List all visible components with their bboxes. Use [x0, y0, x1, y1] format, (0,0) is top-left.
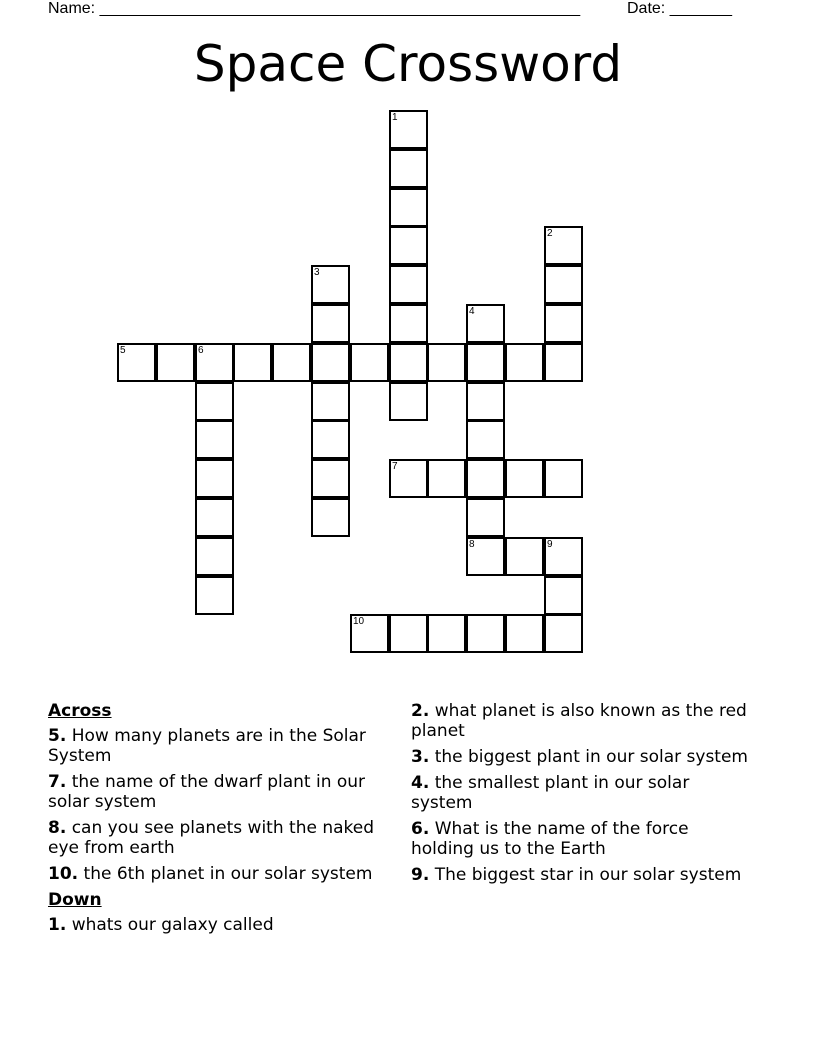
- crossword-cell[interactable]: [544, 343, 583, 382]
- clue-number: 4.: [411, 773, 430, 793]
- crossword-cell[interactable]: [466, 304, 505, 343]
- clue-number: 8.: [48, 818, 67, 838]
- cell-number: 8: [469, 539, 475, 550]
- crossword-cell[interactable]: [389, 614, 428, 653]
- down-clue: [48, 915, 398, 935]
- crossword-cell[interactable]: [195, 420, 234, 459]
- crossword-cell[interactable]: [350, 614, 389, 653]
- cell-number: 7: [392, 461, 398, 472]
- crossword-cell[interactable]: [544, 614, 583, 653]
- cell-number: 10: [353, 616, 365, 627]
- clue-number: 3.: [411, 747, 430, 767]
- down-clue: [411, 747, 751, 767]
- crossword-cell[interactable]: [466, 459, 505, 498]
- name-field-line[interactable]: Name: ______________________________________________________: [48, 0, 581, 17]
- cell-number: 6: [198, 345, 204, 356]
- crossword-cell[interactable]: [466, 614, 505, 653]
- across-heading: Across: [48, 701, 112, 721]
- crossword-cell[interactable]: [350, 343, 389, 382]
- crossword-cell[interactable]: [195, 382, 234, 421]
- crossword-cell[interactable]: [389, 226, 428, 265]
- crossword-cell[interactable]: [233, 343, 272, 382]
- crossword-cell[interactable]: [389, 304, 428, 343]
- across-clue: [48, 772, 398, 812]
- down-clue: [411, 773, 751, 813]
- crossword-cell[interactable]: [505, 614, 544, 653]
- crossword-cell[interactable]: [466, 420, 505, 459]
- crossword-cell[interactable]: [117, 343, 156, 382]
- crossword-cell[interactable]: [505, 537, 544, 576]
- crossword-cell[interactable]: [466, 537, 505, 576]
- crossword-cell[interactable]: [389, 110, 428, 149]
- crossword-cell[interactable]: [311, 304, 350, 343]
- crossword-cell[interactable]: [311, 265, 350, 304]
- crossword-cell[interactable]: [389, 188, 428, 227]
- clue-text: the smallest plant in our solar system: [411, 773, 690, 813]
- crossword-cell[interactable]: [544, 537, 583, 576]
- crossword-cell[interactable]: [389, 459, 428, 498]
- crossword-cell[interactable]: [195, 576, 234, 615]
- cell-number: 9: [547, 539, 553, 550]
- crossword-cell[interactable]: [195, 343, 234, 382]
- down-clue: [411, 701, 751, 741]
- crossword-cell[interactable]: [427, 343, 466, 382]
- crossword-cell[interactable]: [544, 226, 583, 265]
- date-field-line[interactable]: Date: _______: [627, 0, 732, 17]
- crossword-cell[interactable]: [311, 420, 350, 459]
- crossword-cell[interactable]: [389, 149, 428, 188]
- clue-text: whats our galaxy called: [71, 915, 274, 935]
- clue-number: 10.: [48, 864, 79, 884]
- clue-number: 5.: [48, 726, 67, 746]
- clue-number: 2.: [411, 701, 430, 721]
- clue-number: 6.: [411, 819, 430, 839]
- clue-text: How many planets are in the Solar System: [48, 726, 366, 766]
- cell-number: 4: [469, 306, 475, 317]
- crossword-cell[interactable]: [311, 382, 350, 421]
- crossword-cell[interactable]: [195, 459, 234, 498]
- down-clue: [411, 865, 751, 885]
- crossword-cell[interactable]: [389, 382, 428, 421]
- crossword-cell[interactable]: [427, 459, 466, 498]
- crossword-cell[interactable]: [389, 265, 428, 304]
- crossword-cell[interactable]: [389, 343, 428, 382]
- crossword-cell[interactable]: [195, 537, 234, 576]
- across-clue: [48, 818, 398, 858]
- down-clue: [411, 819, 751, 859]
- cell-number: 2: [547, 228, 553, 239]
- crossword-cell[interactable]: [272, 343, 311, 382]
- crossword-cell[interactable]: [505, 343, 544, 382]
- clue-text: The biggest star in our solar system: [434, 865, 742, 885]
- clue-number: 9.: [411, 865, 430, 885]
- cell-number: 3: [314, 267, 320, 278]
- crossword-cell[interactable]: [466, 343, 505, 382]
- down-heading: Down: [48, 890, 102, 910]
- crossword-cell[interactable]: [466, 382, 505, 421]
- across-clue: [48, 864, 398, 884]
- clue-text: the 6th planet in our solar system: [83, 864, 373, 884]
- clues-right-column: [411, 701, 751, 891]
- crossword-cell[interactable]: [311, 459, 350, 498]
- clue-text: the biggest plant in our solar system: [434, 747, 748, 767]
- crossword-cell[interactable]: [466, 498, 505, 537]
- crossword-cell[interactable]: [544, 265, 583, 304]
- crossword-cell[interactable]: [156, 343, 195, 382]
- crossword-cell[interactable]: [505, 459, 544, 498]
- crossword-cell[interactable]: [427, 614, 466, 653]
- cell-number: 5: [120, 345, 126, 356]
- clue-number: 1.: [48, 915, 67, 935]
- clue-text: can you see planets with the naked eye from earth: [48, 818, 375, 858]
- clue-number: 7.: [48, 772, 67, 792]
- clues-left-column: [48, 701, 398, 941]
- clue-text: the name of the dwarf plant in our solar system: [48, 772, 366, 812]
- clue-text: what planet is also known as the red planet: [411, 701, 747, 741]
- crossword-cell[interactable]: [544, 304, 583, 343]
- cell-number: 1: [392, 112, 398, 123]
- clue-text: What is the name of the force holding us to the Earth: [411, 819, 689, 859]
- crossword-cell[interactable]: [311, 343, 350, 382]
- crossword-cell[interactable]: [544, 576, 583, 615]
- across-clue: [48, 726, 398, 766]
- crossword-cell[interactable]: [311, 498, 350, 537]
- crossword-cell[interactable]: [195, 498, 234, 537]
- page-title: Space Crossword: [193, 35, 623, 93]
- crossword-cell[interactable]: [544, 459, 583, 498]
